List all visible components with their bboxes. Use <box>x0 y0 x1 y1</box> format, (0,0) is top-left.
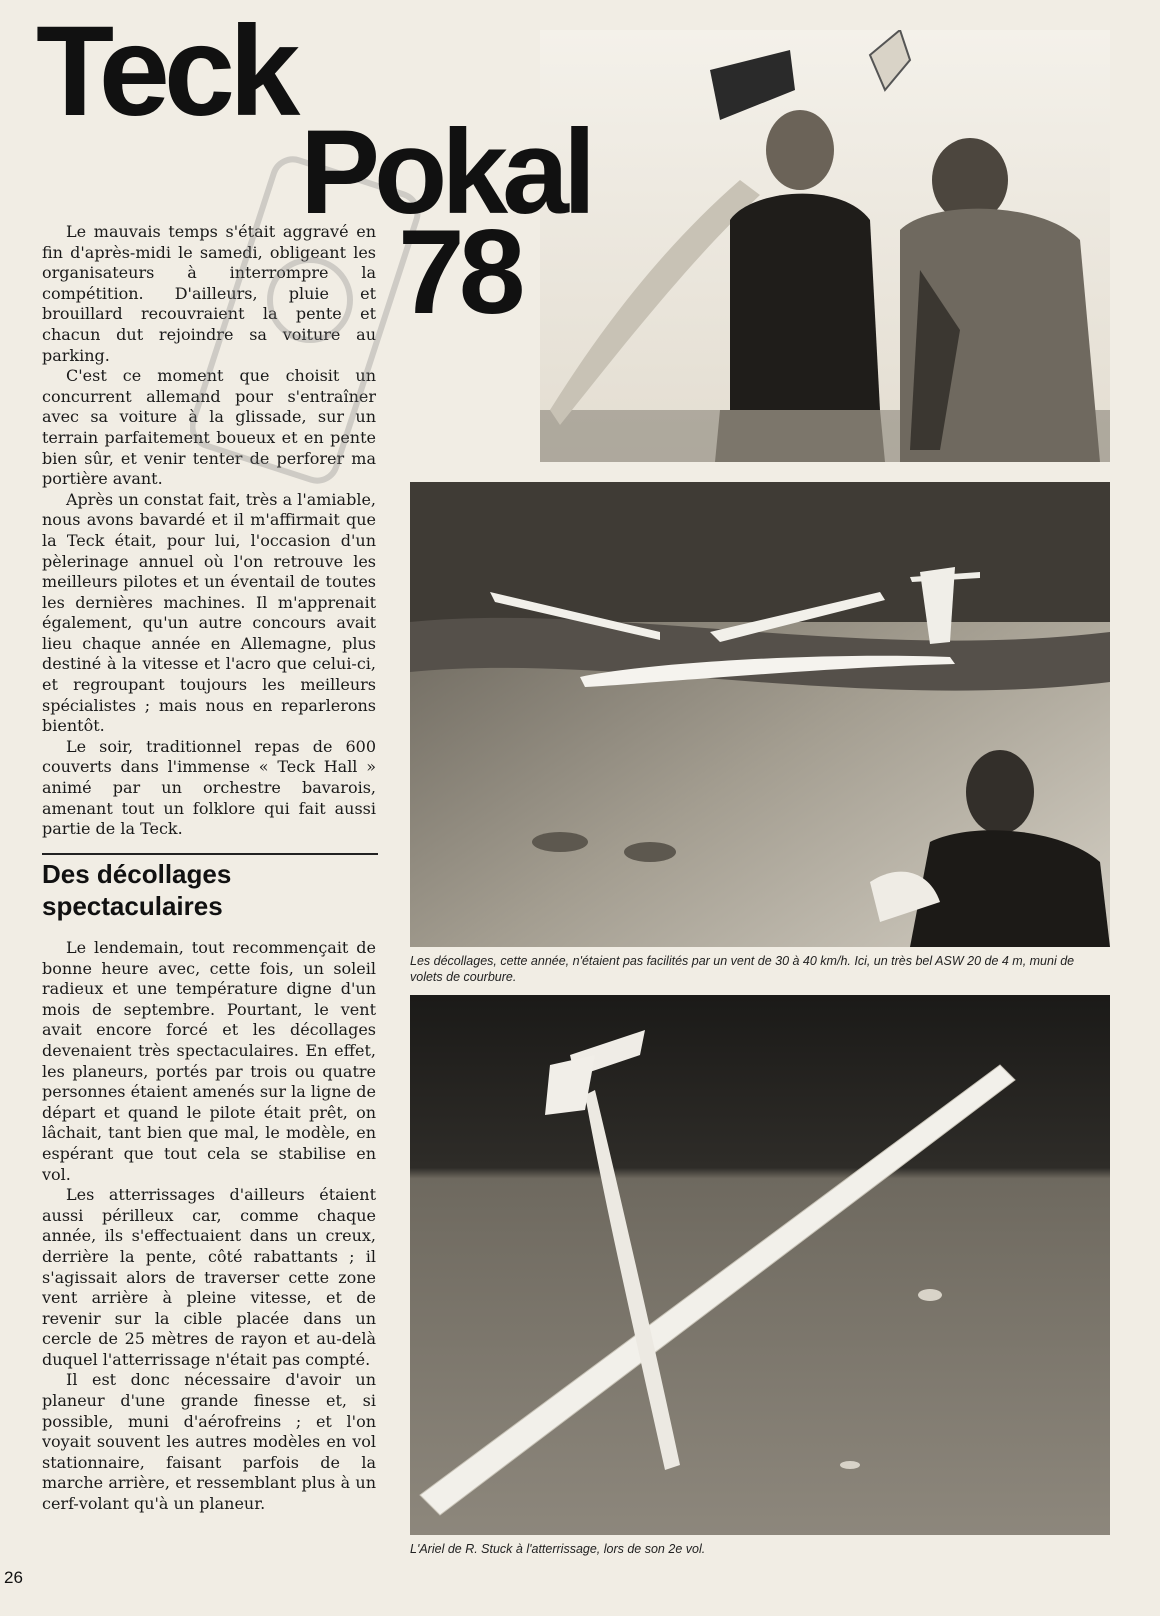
section-divider <box>42 853 378 855</box>
section-heading: Des décollages spectaculaires <box>42 859 232 921</box>
title-word-pokal: Pokal <box>300 105 591 239</box>
article-paragraph: Le mauvais temps s'était aggravé en fin d'après-midi le samedi, obligeant les organisateurs à interrompre la compétition. D'ailleurs, pluie et brouillard recouvraient la pente et chacun dut rejoindre sa voiture au parking. <box>42 222 376 365</box>
article-paragraph: Il est donc nécessaire d'avoir un planeur d'une grande finesse et, si possible, muni d'aérofreins ; et l'on voyait souvent les autres modèles en vol stationnaire, faisant parfois de la marche arrière, et ressemblant plus à un cerf-volant qu'à un planeur. <box>42 1370 376 1514</box>
photo-launch-crew <box>540 30 1110 462</box>
article-column-bottom <box>42 938 376 1588</box>
article-paragraph: Le soir, traditionnel repas de 600 couverts dans l'immense « Teck Hall » animé par un orchestre bavarois, amenant tout un folklore qui fait aussi partie de la Teck. <box>42 736 376 839</box>
title-word-teck: Teck <box>36 0 295 143</box>
page-number: 26 <box>4 1568 23 1587</box>
photo-asw20-glider <box>410 482 1110 947</box>
article-paragraph: C'est ce moment que choisit un concurrent allemand pour s'entraîner avec sa voiture à la glissade, sur un terrain parfaitement boueux et en pente bien sûr, et venir tenter de perforer ma portière avant. <box>42 366 376 489</box>
article-paragraph: Après un constat fait, très a l'amiable, nous avons bavardé et il m'affirmait que la Teck était, pour lui, l'occasion d'un pèlerinage annuel où l'on retrouve les meilleurs pilotes et un éventail de toutes les dernières machines. Il m'apprenait également, qu'un autre concours avait lieu chaque année en Allemagne, plus destiné à la vitesse et l'acro que celui-ci, et regroupant toujours les meilleurs spécialistes ; mais nous en reparlerons bientôt. <box>42 489 376 736</box>
article-paragraph: Le lendemain, tout recommençait de bonne heure avec, cette fois, un soleil radieux et une température digne d'un mois de septembre. Pourtant, le vent avait encore forcé et les décollages devenaient très spectaculaires. En effet, les planeurs, portés par trois ou quatre personnes étaient amenés sur la ligne de départ et quand le pilote était prêt, on lâchait, tant bien que mal, le modèle, en espérant que tout cela se stabilise en vol. <box>42 938 376 1184</box>
photo-ariel-landing <box>410 995 1110 1535</box>
article-paragraph: Les atterrissages d'ailleurs étaient aussi périlleux car, comme chaque année, ils s'effectuaient dans un creux, derrière la pente, côté rabattants ; il s'agissait alors de traverser cette zone vent arrière à pleine vitesse, et de revenir sur la cible placée dans un cercle de 25 mètres de rayon et au-delà duquel l'atterrissage n'était pas compté. <box>42 1185 376 1369</box>
title-year: 78 <box>398 205 520 339</box>
photo-caption: Les décollages, cette année, n'étaient pas facilités par un vent de 30 à 40 km/h. Ici, un très bel ASW 20 de 4 m, muni de volets de courbure. <box>410 954 1075 984</box>
article-column-top <box>42 222 376 854</box>
photo-caption: L'Ariel de R. Stuck à l'atterrissage, lors de son 2e vol. <box>410 1542 706 1556</box>
